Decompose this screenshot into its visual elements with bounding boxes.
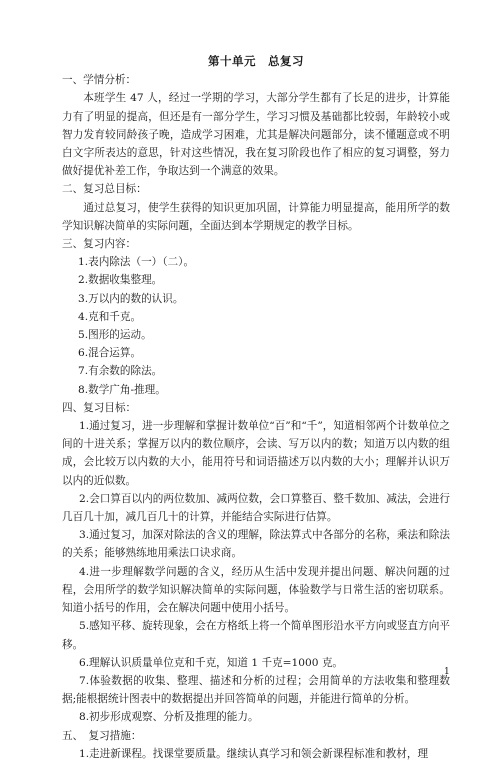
list-item: 1.表内除法（一）（二）。 — [78, 256, 195, 269]
section-paragraph: 通过总复习，使学生获得的知识更加巩固，计算能力明显提高，能用所学的数学知识解决简单的实际问题，全面达到本学期规定的教学目标。 — [62, 201, 450, 232]
goal-item: 1.通过复习，进一步理解和掌握计数单位“百”和“千”，知道相邻两个计数单位之间的十进关系；掌握万以内的数位顺序，会读、写万以内的数；知道万以内数的组成，会比较万以内数的大小，能用符号和词语描述万以内数的大小；理解并认识万以内的近似数。 — [62, 420, 450, 487]
section-4 — [62, 399, 450, 727]
section-heading: 一、学情分析： — [62, 74, 137, 87]
section-heading: 四、复习目标： — [62, 401, 137, 414]
document-body — [62, 52, 450, 763]
goal-item: 7.体验数据的收集、整理、描述和分析的过程；会用简单的方法收集和整理数据;能根据统计图表中的数据提出并回答简单的问题，并能进行简单的分析。 — [62, 674, 450, 706]
section-heading: 二、复习总目标： — [62, 183, 147, 196]
goal-item: 8.初步形成观察、分析及推理的能力。 — [78, 711, 259, 724]
page-number: 1 — [444, 667, 450, 677]
list-item: 4.克和千克。 — [78, 310, 142, 323]
section-5 — [62, 727, 450, 763]
section-2 — [62, 180, 450, 235]
list-item: 7.有余数的除法。 — [78, 365, 163, 378]
list-item: 6.混合运算。 — [78, 347, 142, 360]
list-item: 2.数据收集整理。 — [78, 274, 163, 287]
goal-item: 5.感知平移、旋转现象，会在方格纸上将一个简单图形沿水平方向或竖直方向平移。 — [62, 620, 450, 651]
goal-item: 4.进一步理解数学问题的含义，经历从生活中发现并提出问题、解决问题的过程，会用所学的数学知识解决简单的实际问题，体验数学与日常生活的密切联系。知道小括号的作用，会在解决问题中使用小括号。 — [62, 565, 450, 615]
list-item: 3.万以内的数的认识。 — [78, 292, 184, 305]
section-heading: 三、复习内容： — [62, 238, 137, 251]
goal-item: 3.通过复习，加深对除法的含义的理解，除法算式中各部分的名称，乘法和除法的关系；能够熟练地用乘法口诀求商。 — [62, 529, 450, 560]
section-1 — [62, 71, 450, 180]
section-3 — [62, 235, 450, 399]
document-title: 第十单元 总复习 — [208, 54, 304, 68]
list-item: 8.数学广角-推理。 — [78, 383, 166, 396]
goal-item: 6.理解认识质量单位克和千克，知道 1 千克=1000 克。 — [78, 656, 344, 669]
section-heading: 五、 复习措施： — [62, 729, 142, 742]
section-paragraph: 本班学生 47 人，经过一学期的学习，大部分学生都有了长足的进步，计算能力有了明显的提高，但还是有一部分学生，学习习惯及基础都比较弱，年龄较小或智力发育较同龄孩子晚，造成学习困难，尤其是解决问题部分，读不懂题意或不明白文字所表达的意思，针对这些情况，我在复习阶段也作了相应的复习调整，努力做好提优补差工作，争取达到一个满意的效果。 — [62, 92, 450, 178]
list-item: 5.图形的运动。 — [78, 329, 152, 342]
measure-item: 1.走进新课程。找课堂要质量。继续认真学习和领会新课程标准和教材，理 — [78, 747, 429, 760]
goal-item: 2.会口算百以内的两位数加、减两位数，会口算整百、整千数加、减法，会进行几百几十加，减几百几十的计算，并能结合实际进行估算。 — [62, 492, 450, 524]
